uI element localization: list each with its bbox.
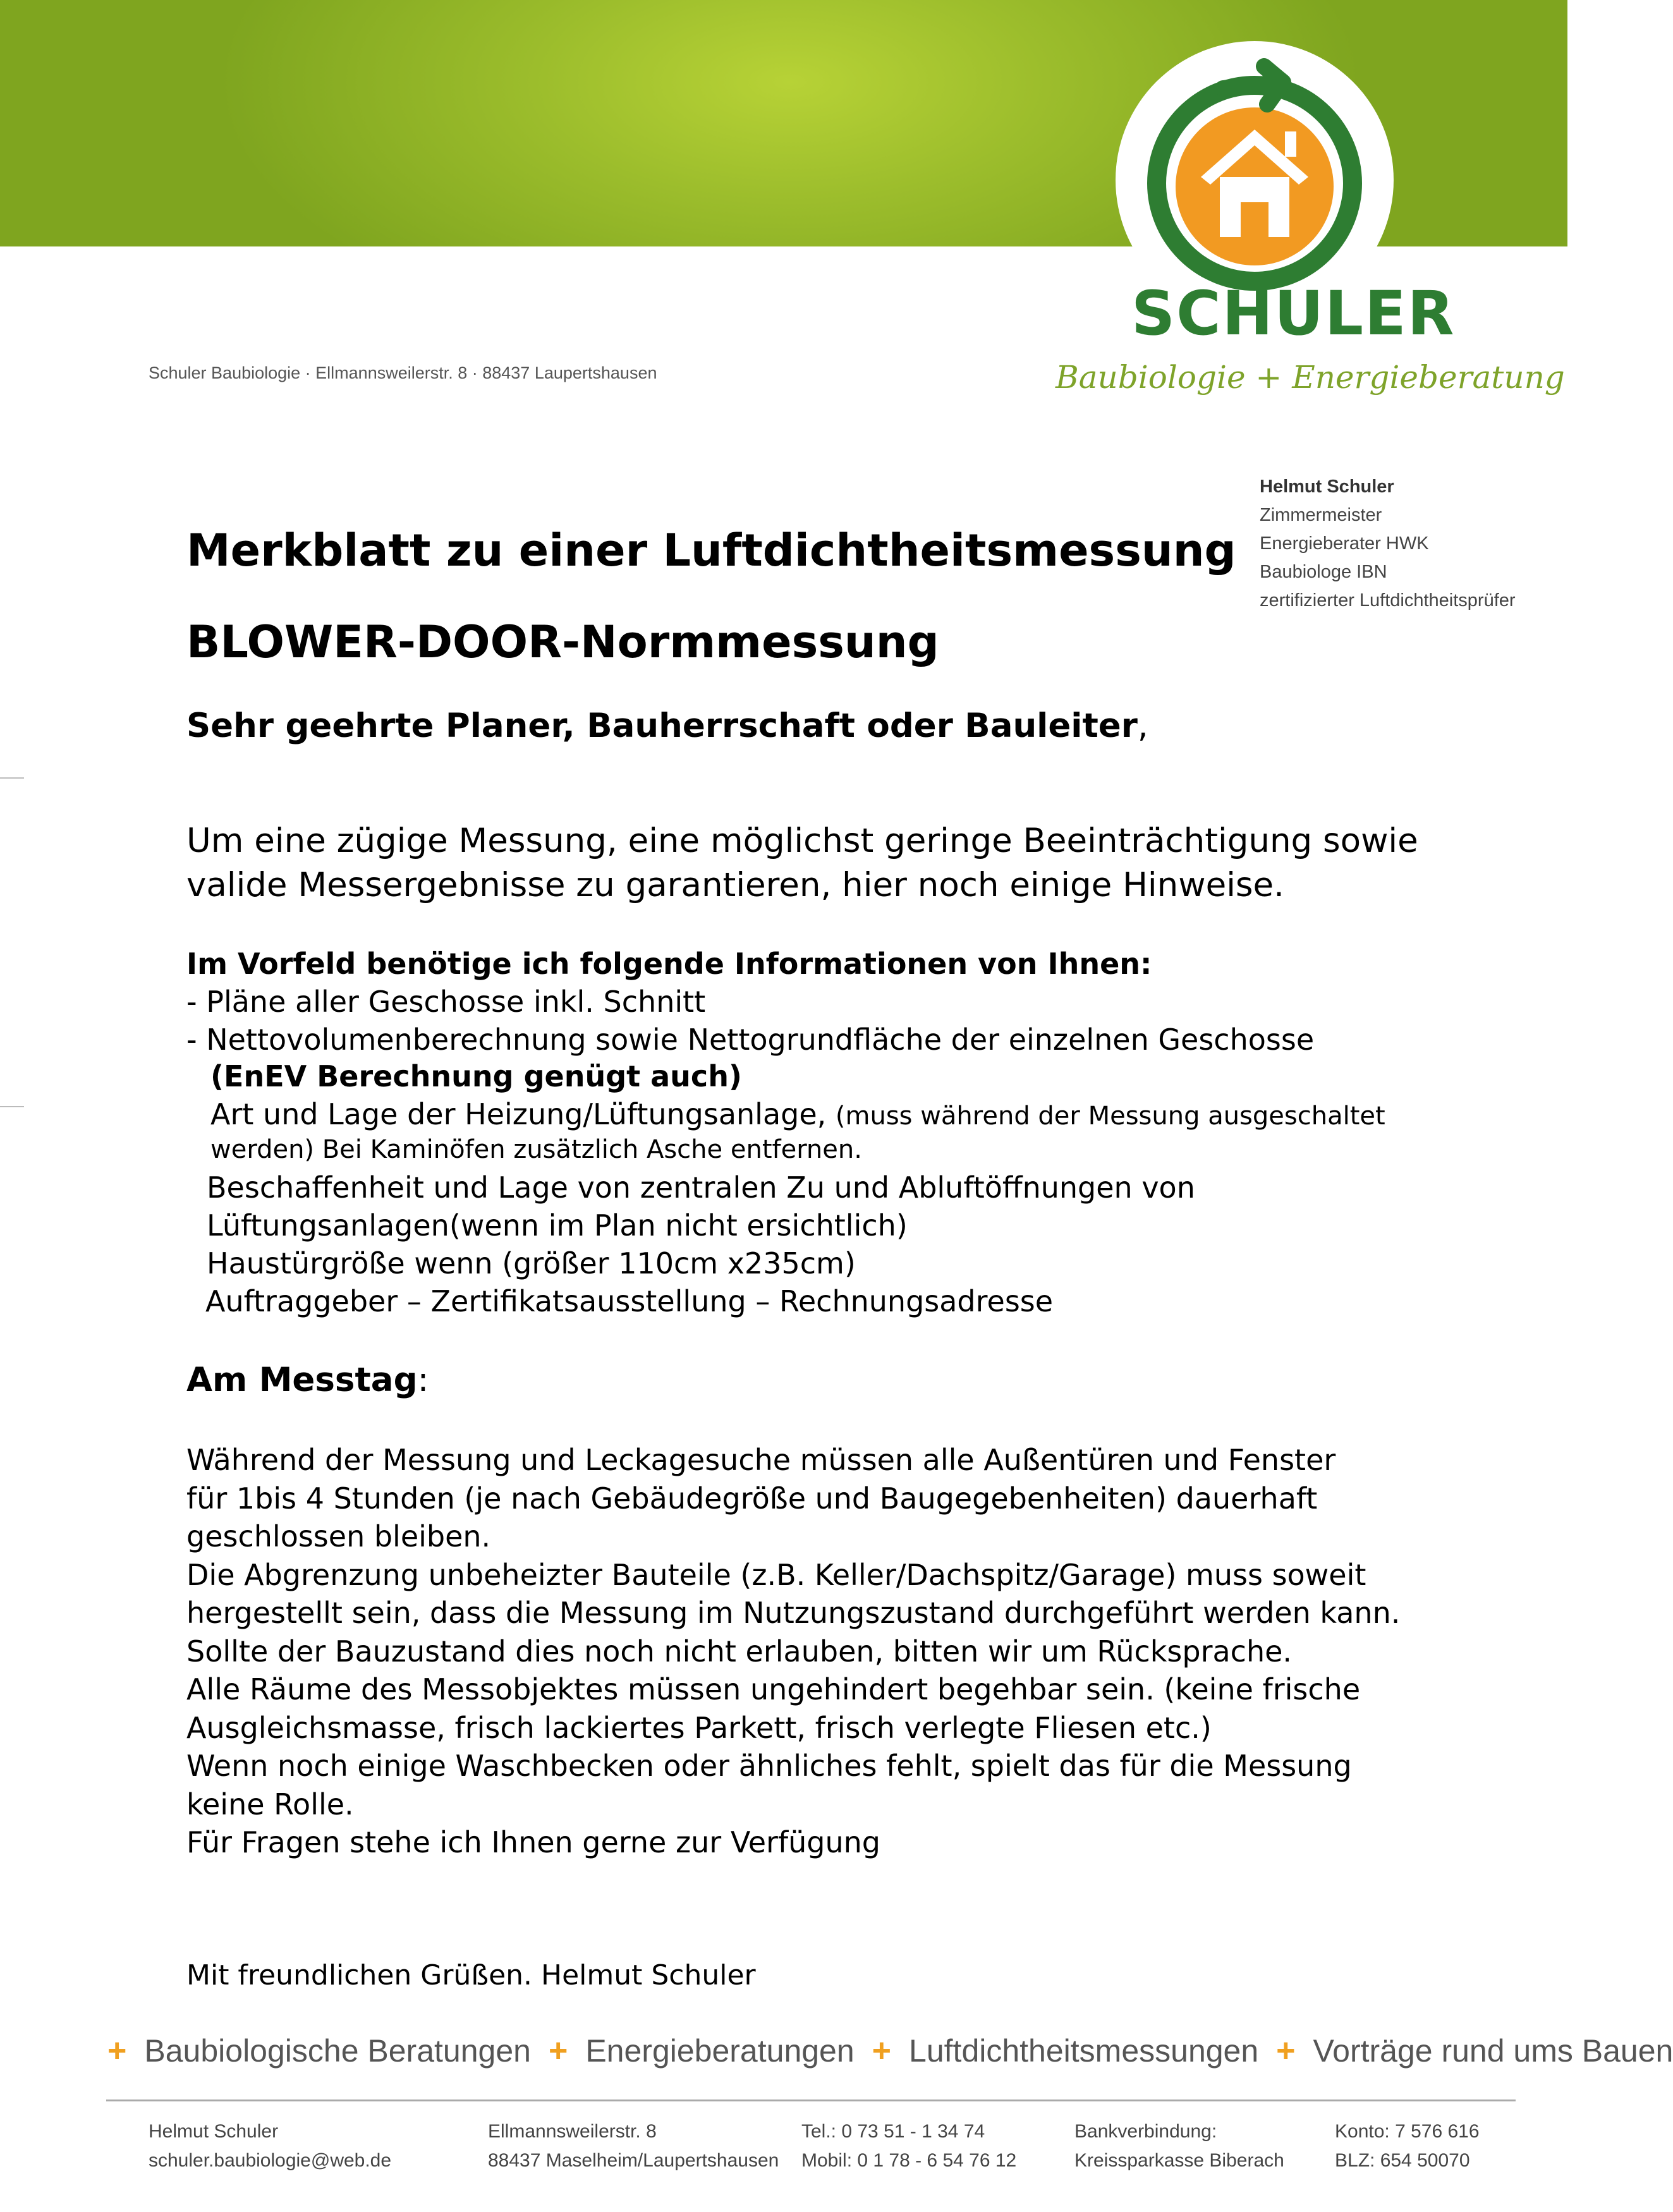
contact-name: Helmut Schuler <box>1260 477 1394 497</box>
fold-mark <box>0 1106 24 1107</box>
footer-text: Kreissparkasse Biberach <box>1074 2150 1284 2171</box>
intro-line: valide Messergebnisse zu garantieren, hier noch einige Hinweise. <box>186 866 1284 904</box>
plus-icon: + <box>872 2033 892 2069</box>
list-item <box>210 1097 1385 1131</box>
salutation <box>186 707 1148 745</box>
messtag-body <box>186 1441 1400 1862</box>
list-item: Beschaffenheit und Lage von zentralen Zu und Abluftöffnungen von <box>207 1170 1195 1205</box>
footer-text: Konto: 7 576 616 <box>1335 2121 1480 2142</box>
list-item-text: Art und Lage der Heizung/Lüftungsanlage, <box>210 1097 836 1131</box>
page-title: Merkblatt zu einer Luftdichtheitsmessung <box>186 525 1236 576</box>
footer-col-bank <box>1074 2117 1284 2175</box>
body-line: Ausgleichsmasse, frisch lackiertes Parkett, frisch verlegte Fliesen etc.) <box>186 1710 1212 1745</box>
salutation-text: Sehr geehrte Planer, Bauherrschaft oder Bauleiter <box>186 707 1138 745</box>
body-line: für 1bis 4 Stunden (je nach Gebäudegröße und Baugegebenheiten) dauerhaft <box>186 1481 1318 1516</box>
plus-icon: + <box>1276 2033 1296 2069</box>
salutation-comma: , <box>1137 707 1148 745</box>
footer-text: Mobil: 0 1 78 - 6 54 76 12 <box>801 2150 1017 2171</box>
footer-text: Tel.: 0 73 51 - 1 34 74 <box>801 2121 985 2142</box>
service-item: Baubiologische Beratungen <box>144 2033 531 2069</box>
list-item: Auftraggeber – Zertifikatsausstellung – Rechnungsadresse <box>205 1284 1054 1318</box>
services-line <box>107 2032 1673 2070</box>
body-line: hergestellt sein, dass die Messung im Nutzungszustand durchgeführt werden kann. <box>186 1596 1401 1630</box>
list-item: - Pläne aller Geschosse inkl. Schnitt <box>186 985 706 1019</box>
footer-text: BLZ: 654 50070 <box>1335 2150 1470 2171</box>
footer-col-address <box>488 2117 779 2175</box>
footer-col-name <box>149 2117 391 2175</box>
closing-signature: Mit freundlichen Grüßen. Helmut Schuler <box>186 1959 756 1991</box>
messtag-colon: : <box>417 1361 429 1399</box>
service-item: Vorträge rund ums Bauen <box>1313 2033 1673 2069</box>
intro-paragraph <box>186 819 1418 908</box>
footer-divider <box>106 2100 1516 2101</box>
intro-line: Um eine zügige Messung, eine möglichst geringe Beeinträchtigung sowie <box>186 822 1418 860</box>
footer-text: Ellmannsweilerstr. 8 <box>488 2121 657 2142</box>
contact-title: Zimmermeister <box>1260 505 1382 525</box>
service-item: Energieberatungen <box>585 2033 855 2069</box>
footer-text: 88437 Maselheim/Laupertshausen <box>488 2150 779 2171</box>
plus-icon: + <box>548 2033 568 2069</box>
contact-title: Baubiologe IBN <box>1260 562 1387 582</box>
pre-info-heading: Im Vorfeld benötige ich folgende Informationen von Ihnen: <box>186 947 1152 981</box>
body-line: Für Fragen stehe ich Ihnen gerne zur Verfügung <box>186 1825 880 1859</box>
list-item: - Nettovolumenberechnung sowie Nettogrundfläche der einzelnen Geschosse <box>186 1023 1315 1057</box>
list-item: Haustürgröße wenn (größer 110cm x235cm) <box>207 1246 856 1280</box>
body-line: Die Abgrenzung unbeheizter Bauteile (z.B. Keller/Dachspitz/Garage) muss soweit <box>186 1557 1366 1592</box>
body-line: keine Rolle. <box>186 1787 354 1821</box>
service-item: Luftdichtheitsmessungen <box>909 2033 1259 2069</box>
list-item-small-text: (muss während der Messung ausgeschaltet <box>835 1102 1385 1131</box>
brand-name: SCHULER <box>1131 278 1456 349</box>
page-subtitle: BLOWER-DOOR-Normmessung <box>186 616 939 668</box>
body-line: Sollte der Bauzustand dies noch nicht erlauben, bitten wir um Rücksprache. <box>186 1634 1293 1668</box>
fold-mark <box>0 777 24 779</box>
sender-address-line: Schuler Baubiologie · Ellmannsweilerstr. 8 · 88437 Laupertshausen <box>149 363 657 382</box>
body-line: Wenn noch einige Waschbecken oder ähnliches fehlt, spielt das für die Messung <box>186 1749 1352 1783</box>
list-item-continuation: werden) Bei Kaminöfen zusätzlich Asche entfernen. <box>210 1135 862 1164</box>
body-line: Alle Räume des Messobjektes müssen ungehindert begehbar sein. (keine frische <box>186 1672 1361 1706</box>
messtag-heading-text: Am Messtag <box>186 1361 418 1399</box>
footer-col-phone <box>801 2117 1016 2175</box>
contact-title: zertifizierter Luftdichtheitsprüfer <box>1260 590 1516 611</box>
footer-email: schuler.baubiologie@web.de <box>149 2150 392 2171</box>
body-line: geschlossen bleiben. <box>186 1519 491 1553</box>
footer-text: Bankverbindung: <box>1074 2121 1217 2142</box>
footer-text: Helmut Schuler <box>149 2121 279 2142</box>
list-item-continuation: Lüftungsanlagen(wenn im Plan nicht ersichtlich) <box>207 1208 908 1243</box>
messtag-heading <box>186 1361 429 1399</box>
contact-title: Energieberater HWK <box>1260 533 1429 554</box>
body-line: Während der Messung und Leckagesuche müssen alle Außentüren und Fenster <box>186 1443 1336 1477</box>
footer-col-account <box>1335 2117 1480 2175</box>
plus-icon: + <box>107 2033 127 2069</box>
list-item-note: (EnEV Berechnung genügt auch) <box>210 1059 742 1093</box>
brand-tagline: Baubiologie + Energieberatung <box>1056 359 1565 396</box>
contact-box <box>1260 473 1516 615</box>
